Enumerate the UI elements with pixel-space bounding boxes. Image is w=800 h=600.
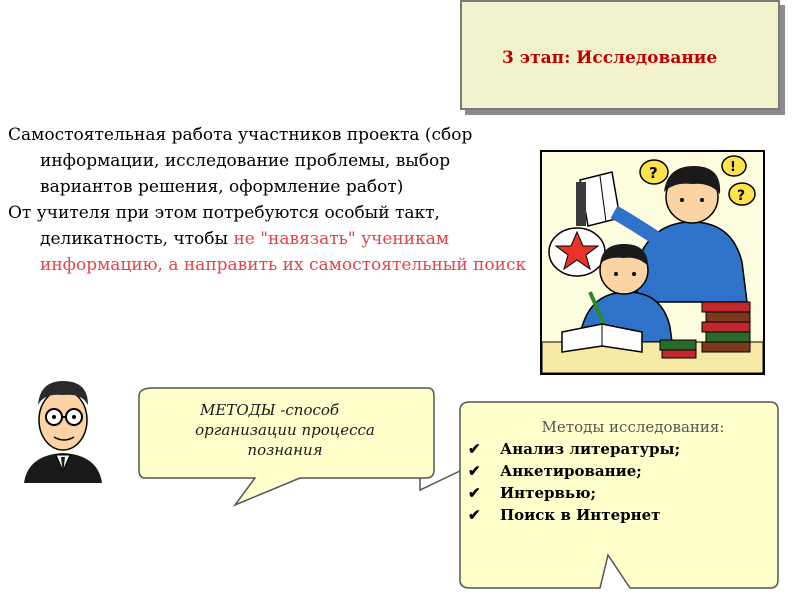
callout-left-line2: организации процесса [195, 421, 375, 439]
svg-text:!: ! [730, 160, 736, 175]
checkmark-icon: ✔ [468, 462, 481, 480]
list-item [468, 438, 768, 460]
paragraph-1: Самостоятельная работа участников проекта (сбор информации, исследование проблемы, выбор вариантов решения, оформление работ) [8, 125, 473, 197]
list-item [468, 504, 768, 526]
list-item [468, 482, 768, 504]
list-item-label: Анализ литературы; [500, 440, 681, 458]
callout-left-line1: МЕТОДЫ -способ [200, 401, 340, 419]
callout-left-text [150, 400, 420, 460]
checkmark-icon: ✔ [468, 484, 481, 502]
list-item-label: Анкетирование; [500, 462, 642, 480]
paragraph-2-highlight: не "навязать" ученикам информацию, а направить их самостоятельный поиск [40, 229, 527, 275]
paragraph-2-prefix: От учителя при этом потребуются особый такт, деликатность, чтобы [8, 203, 440, 249]
checkmark-icon: ✔ [468, 506, 481, 524]
list-item [468, 460, 768, 482]
slide-title: 3 этап: Исследование [502, 48, 718, 68]
methods-title: Методы исследования: [541, 418, 725, 436]
list-item-label: Интервью; [500, 484, 596, 502]
list-item-label: Поиск в Интернет [500, 506, 661, 524]
svg-text:?: ? [737, 188, 746, 204]
callout-left-line3: познания [247, 441, 323, 459]
checkmark-icon: ✔ [468, 440, 481, 458]
methods-list [468, 416, 768, 526]
svg-text:?: ? [649, 164, 658, 182]
